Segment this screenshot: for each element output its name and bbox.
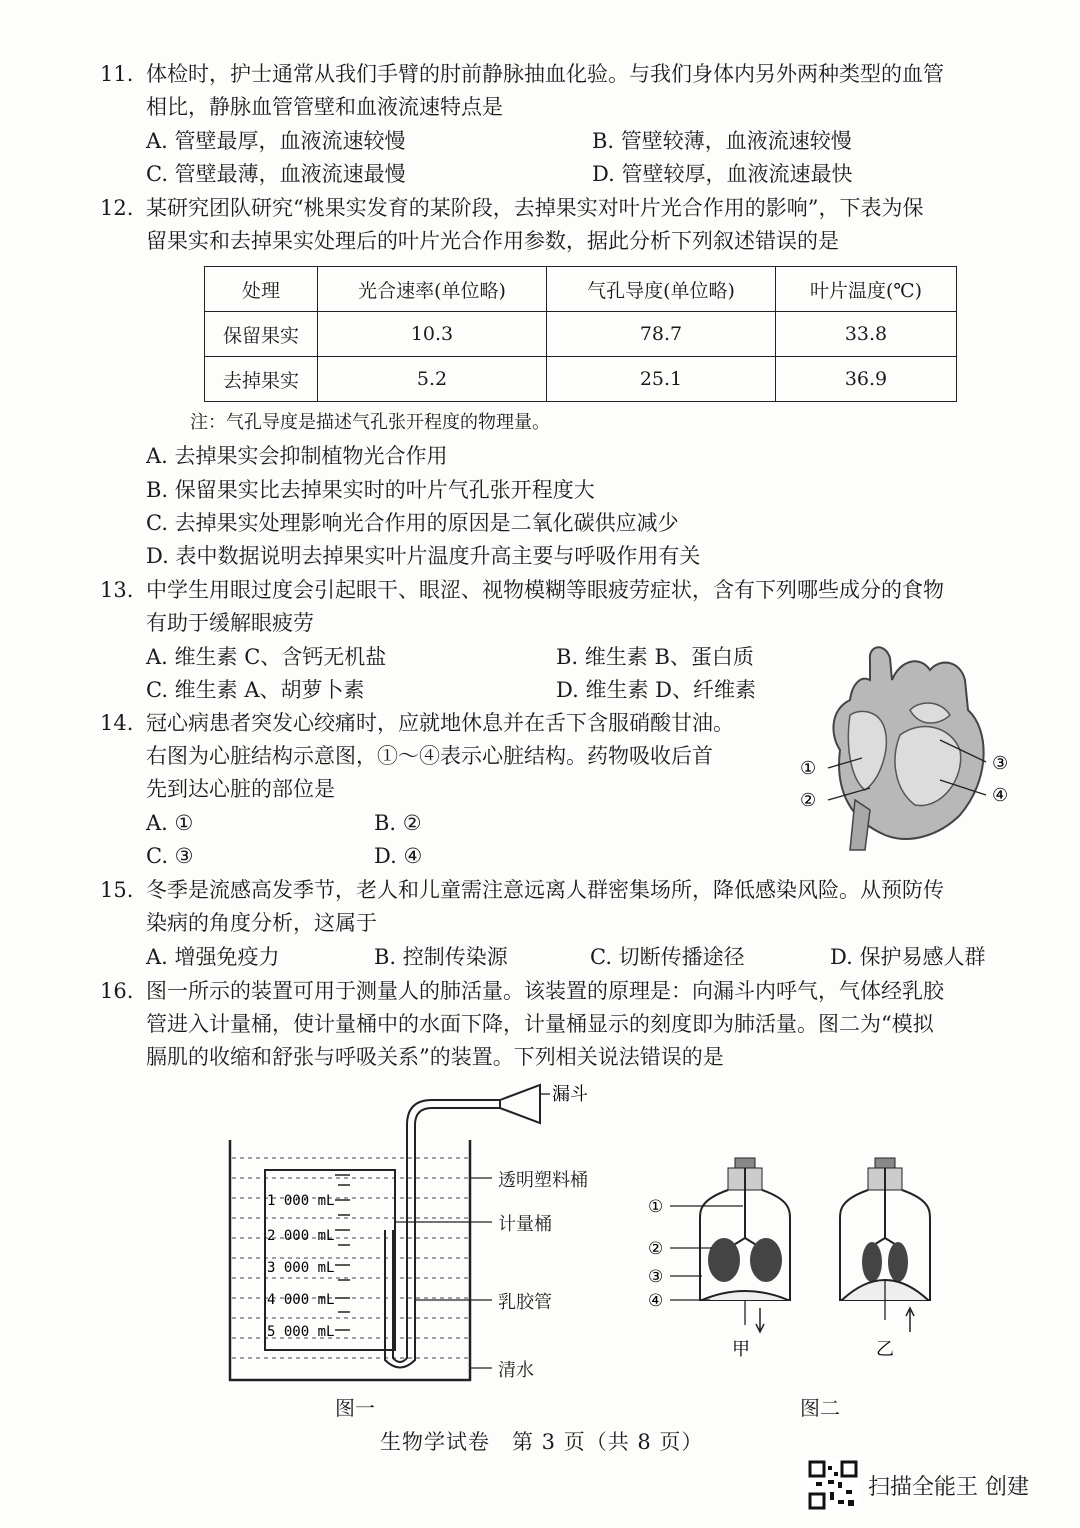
scale-5000: 5 000 mL <box>267 1324 335 1340</box>
figure-2-caption: 图二 <box>800 1396 840 1420</box>
qr-code-icon <box>808 1460 858 1510</box>
heart-label-2: ② <box>800 790 817 811</box>
q13-option-c: C. 维生素 A、胡萝卜素 <box>146 678 365 702</box>
q15-number: 15. <box>100 878 134 902</box>
scale-4000: 4 000 mL <box>267 1292 335 1308</box>
figure-2-diaphragm-model <box>640 1150 960 1360</box>
question-15 <box>100 874 1030 940</box>
q14-option-a: A. ① <box>146 811 194 835</box>
q15-stem-2: 染病的角度分析，这属于 <box>146 911 377 935</box>
heart-label-3: ③ <box>992 753 1009 774</box>
table-cell: 78.7 <box>547 312 776 357</box>
figure-1-spirometer <box>210 1080 610 1420</box>
table-cell: 36.9 <box>776 357 957 402</box>
label-funnel: 漏斗 <box>552 1084 588 1105</box>
table-cell: 33.8 <box>776 312 957 357</box>
scale-2000: 2 000 mL <box>267 1228 335 1244</box>
q12-option-a: A. 去掉果实会抑制植物光合作用 <box>146 444 448 468</box>
label-measuring-bucket: 计量桶 <box>498 1214 552 1235</box>
question-12 <box>100 192 1030 258</box>
table-header-row <box>205 267 957 312</box>
q15-option-b: B. 控制传染源 <box>374 945 508 969</box>
table-header: 光合速率(单位略) <box>318 267 547 312</box>
sub-label-jia: 甲 <box>732 1339 750 1360</box>
figure-1-caption: 图一 <box>335 1396 375 1420</box>
heart-label-1: ① <box>800 758 817 779</box>
q14-option-c: C. ③ <box>146 844 194 868</box>
scale-3000: 3 000 mL <box>267 1260 335 1276</box>
q12-stem-1: 某研究团队研究“桃果实发育的某阶段，去掉果实对叶片光合作用的影响”，下表为保 <box>146 196 924 220</box>
table-row <box>205 357 957 402</box>
table-cell: 去掉果实 <box>205 357 318 402</box>
q12-option-d: D. 表中数据说明去掉果实叶片温度升高主要与呼吸作用有关 <box>146 544 701 568</box>
q13-option-a: A. 维生素 C、含钙无机盐 <box>146 645 387 669</box>
jar-yi <box>840 1158 930 1332</box>
q14-stem-3: 先到达心脏的部位是 <box>146 777 335 801</box>
q11-number: 11. <box>100 62 134 86</box>
fig2-label-1: ① <box>648 1197 664 1217</box>
table-row <box>205 312 957 357</box>
q15-option-a: A. 增强免疫力 <box>146 945 280 969</box>
q14-stem-1: 冠心病患者突发心绞痛时，应就地休息并在舌下含服硝酸甘油。 <box>146 711 734 735</box>
q11-option-a: A. 管壁最厚，血液流速较慢 <box>146 129 406 153</box>
q12-option-c: C. 去掉果实处理影响光合作用的原因是二氧化碳供应减少 <box>146 511 679 535</box>
question-13 <box>100 574 1030 640</box>
jar-jia <box>700 1158 790 1332</box>
scanner-watermark: 扫描全能王 创建 <box>868 1475 1029 1500</box>
q15-stem-1: 冬季是流感高发季节，老人和儿童需注意远离人群密集场所，降低感染风险。从预防传 <box>146 878 944 902</box>
q13-stem-1: 中学生用眼过度会引起眼干、眼涩、视物模糊等眼疲劳症状，含有下列哪些成分的食物 <box>146 578 944 602</box>
q12-option-b: B. 保留果实比去掉果实时的叶片气孔张开程度大 <box>146 478 595 502</box>
q12-number: 12. <box>100 196 134 220</box>
q13-stem-2: 有助于缓解眼疲劳 <box>146 611 314 635</box>
table-cell: 保留果实 <box>205 312 318 357</box>
fig2-label-4: ④ <box>648 1291 664 1311</box>
q12-stem-2: 留果实和去掉果实处理后的叶片光合作用参数，据此分析下列叙述错误的是 <box>146 229 839 253</box>
page-footer: 生物学试卷 第 3 页（共 8 页） <box>380 1430 704 1454</box>
q13-number: 13. <box>100 578 134 602</box>
heart-label-4: ④ <box>992 785 1009 806</box>
q15-option-c: C. 切断传播途径 <box>590 945 745 969</box>
question-16 <box>100 975 1030 1074</box>
label-water: 清水 <box>498 1360 534 1381</box>
question-11 <box>100 58 1030 124</box>
q13-option-b: B. 维生素 B、蛋白质 <box>556 645 754 669</box>
q16-number: 16. <box>100 979 134 1003</box>
q14-option-d: D. ④ <box>374 844 423 868</box>
q11-stem-2: 相比，静脉血管管壁和血液流速特点是 <box>146 95 503 119</box>
q12-note: 注：气孔导度是描述气孔张开程度的物理量。 <box>190 412 550 433</box>
label-latex-tube: 乳胶管 <box>498 1292 552 1313</box>
label-plastic-bucket: 透明塑料桶 <box>498 1170 588 1191</box>
q14-number: 14. <box>100 711 134 735</box>
q11-option-b: B. 管壁较薄，血液流速较慢 <box>592 129 852 153</box>
q14-stem-2: 右图为心脏结构示意图，①～④表示心脏结构。药物吸收后首 <box>146 744 713 768</box>
q16-stem-2: 管进入计量桶，使计量桶中的水面下降，计量桶显示的刻度即为肺活量。图二为“模拟 <box>146 1012 934 1036</box>
q14-option-b: B. ② <box>374 811 422 835</box>
q11-option-d: D. 管壁较厚，血液流速最快 <box>592 162 853 186</box>
q12-data-table <box>204 266 957 402</box>
heart-diagram <box>790 640 1030 855</box>
table-cell: 5.2 <box>318 357 547 402</box>
scale-1000: 1 000 mL <box>267 1193 335 1209</box>
q16-stem-3: 膈肌的收缩和舒张与呼吸关系”的装置。下列相关说法错误的是 <box>146 1045 724 1069</box>
fig2-label-3: ③ <box>648 1267 664 1287</box>
table-header: 气孔导度(单位略) <box>547 267 776 312</box>
q11-stem-1: 体检时，护士通常从我们手臂的肘前静脉抽血化验。与我们身体内另外两种类型的血管 <box>146 62 944 86</box>
table-header: 叶片温度(℃) <box>776 267 957 312</box>
q16-stem-1: 图一所示的装置可用于测量人的肺活量。该装置的原理是：向漏斗内呼气，气体经乳胶 <box>146 979 944 1003</box>
sub-label-yi: 乙 <box>876 1339 894 1360</box>
fig2-label-2: ② <box>648 1239 664 1259</box>
q13-option-d: D. 维生素 D、纤维素 <box>556 678 756 702</box>
q15-option-d: D. 保护易感人群 <box>830 945 986 969</box>
question-14 <box>100 707 800 806</box>
table-cell: 10.3 <box>318 312 547 357</box>
table-cell: 25.1 <box>547 357 776 402</box>
table-header: 处理 <box>205 267 318 312</box>
q11-option-c: C. 管壁最薄，血液流速最慢 <box>146 162 406 186</box>
